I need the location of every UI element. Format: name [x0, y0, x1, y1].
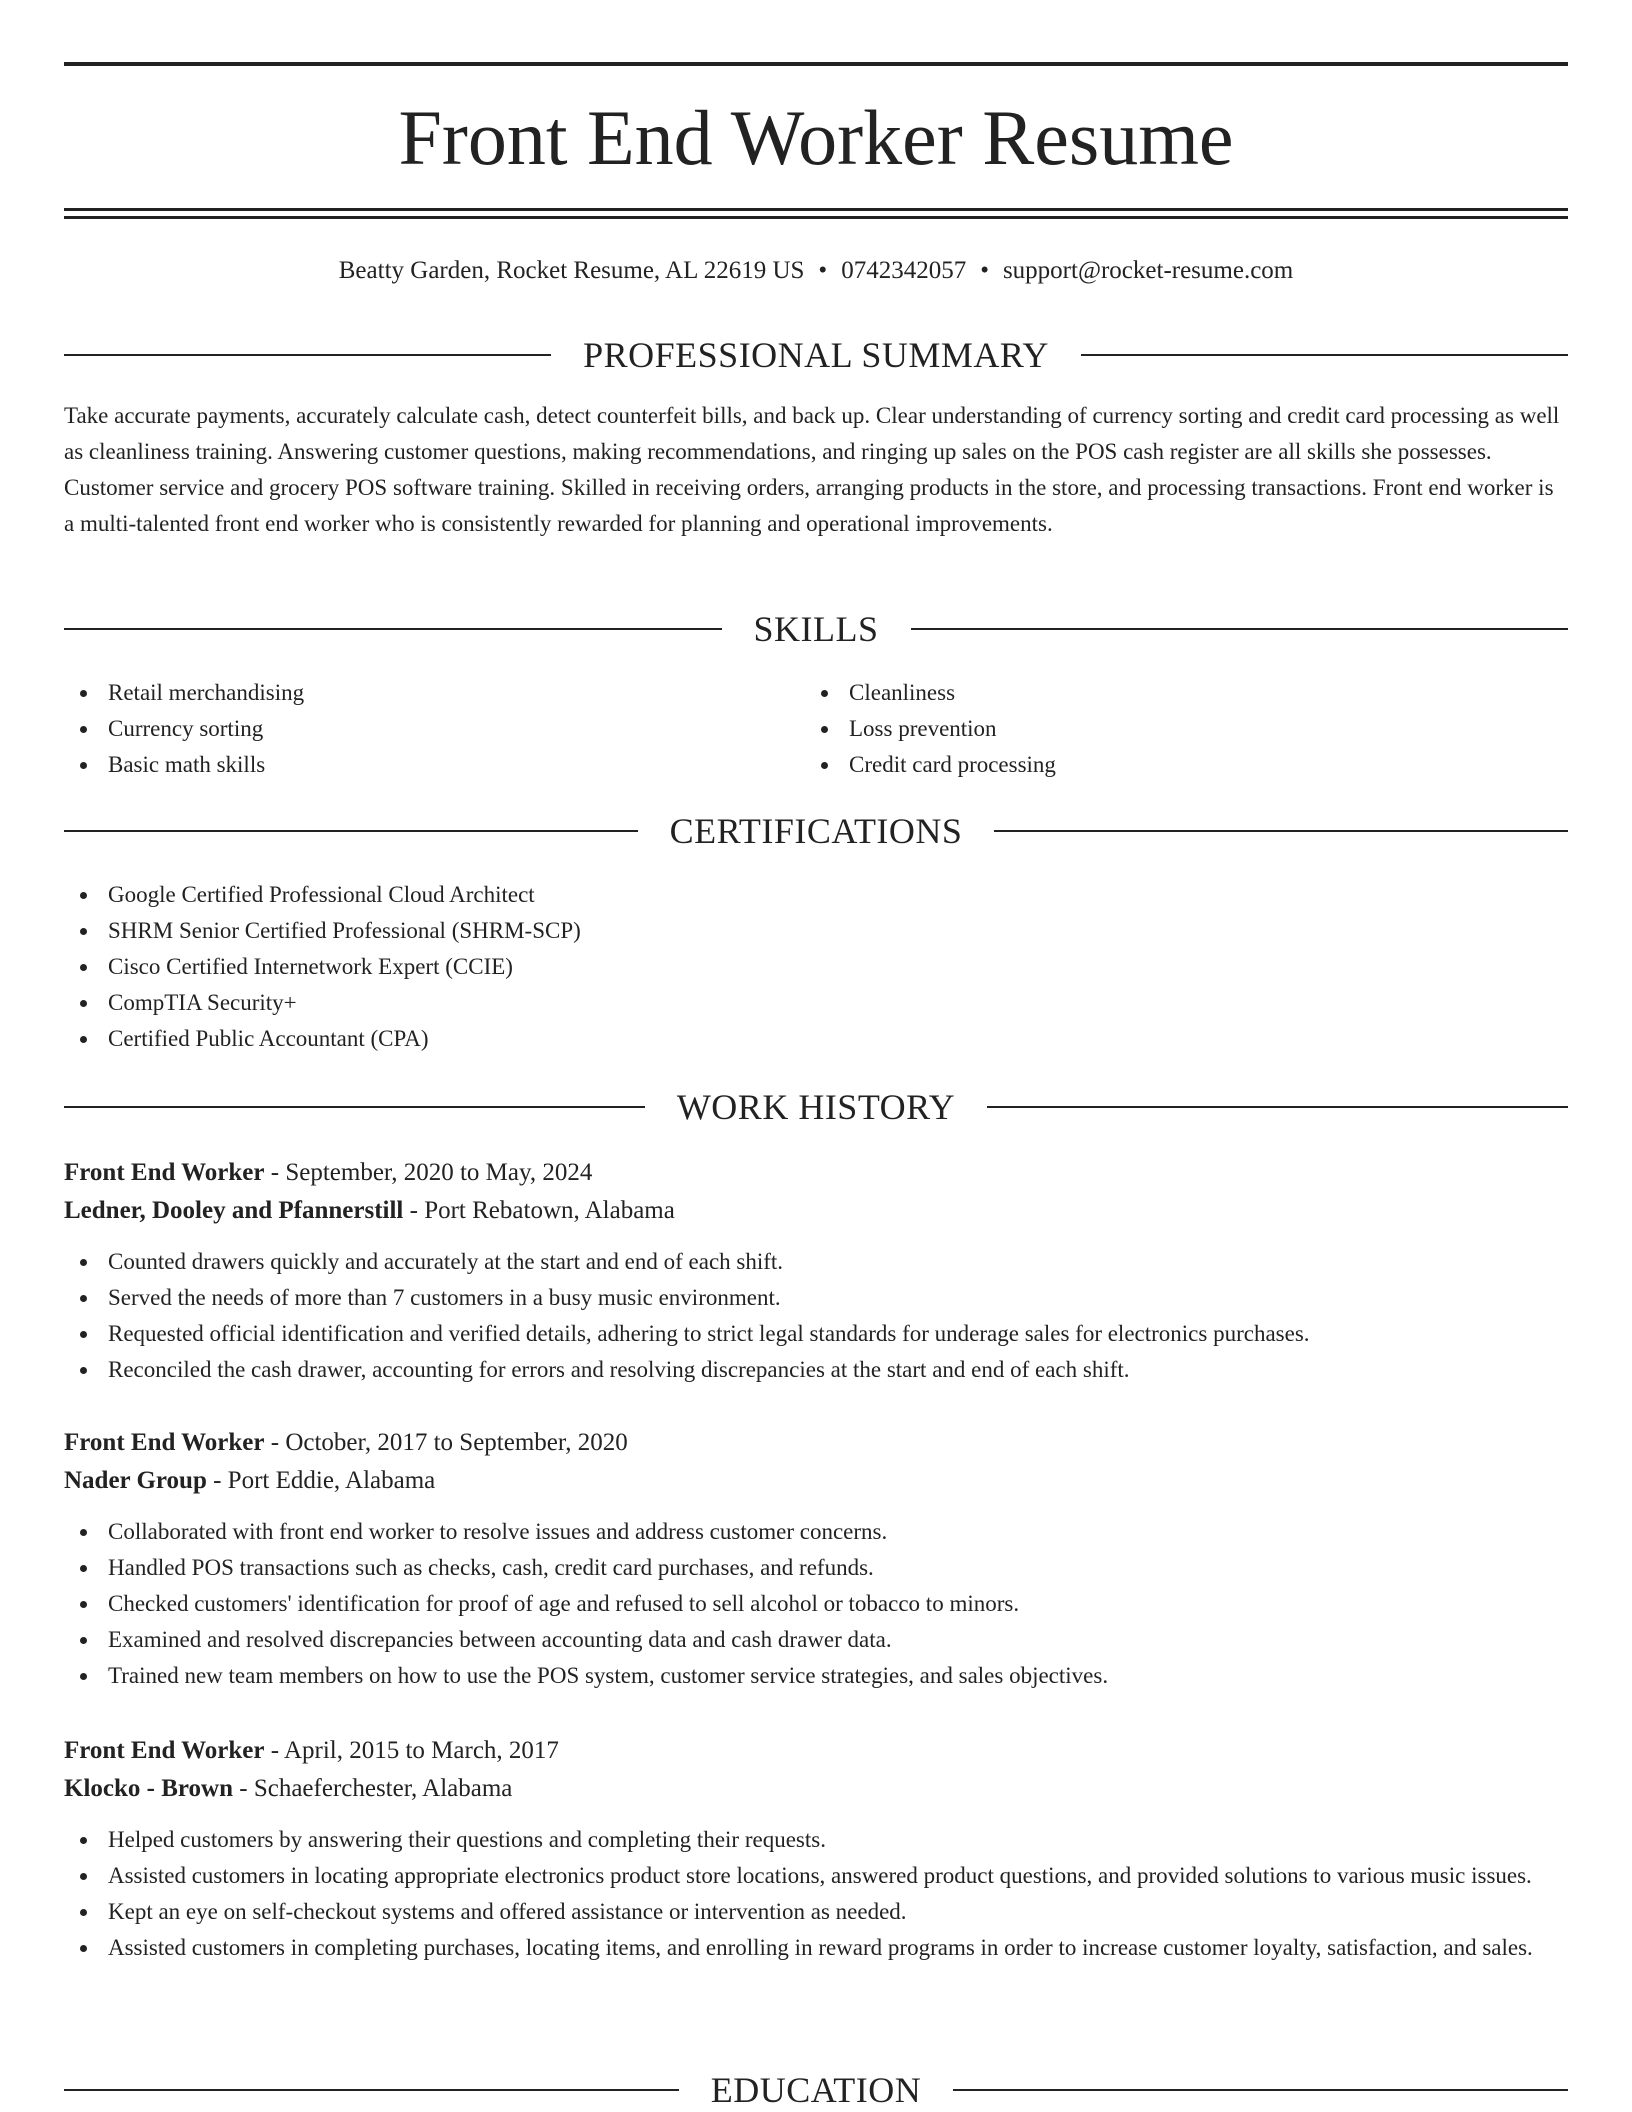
section-header-certifications: [64, 809, 1568, 853]
section-title: PROFESSIONAL SUMMARY: [583, 335, 1049, 375]
certification-item: Certified Public Accountant (CPA): [64, 1021, 1568, 1057]
section-rule: [64, 1106, 645, 1108]
job-company: Klocko - Brown: [64, 1775, 233, 1802]
certification-item: SHRM Senior Certified Professional (SHRM-SCP): [64, 913, 1568, 949]
job-title-line: [64, 1424, 1568, 1462]
job-dates: - October, 2017 to September, 2020: [270, 1429, 628, 1456]
job-duty: Helped customers by answering their questions and completing their requests.: [64, 1822, 1568, 1858]
job-duty: Handled POS transactions such as checks, cash, credit card purchases, and refunds.: [64, 1550, 1568, 1586]
skill-item: Basic math skills: [64, 747, 804, 783]
job-duty: Requested official identification and verified details, adhering to strict legal standards for underage sales for electronics purchases.: [64, 1316, 1568, 1352]
job-entry: [64, 1424, 1568, 1694]
certification-item: CompTIA Security+: [64, 985, 1568, 1021]
contact-address: Beatty Garden, Rocket Resume, AL 22619 US: [338, 257, 805, 284]
job-dates: - April, 2015 to March, 2017: [270, 1737, 559, 1764]
certification-item: Cisco Certified Internetwork Expert (CCIE): [64, 949, 1568, 985]
job-duty: Collaborated with front end worker to resolve issues and address customer concerns.: [64, 1514, 1568, 1550]
section-rule: [911, 628, 1569, 630]
contact-separator: •: [818, 257, 828, 284]
section-rule: [64, 628, 722, 630]
certifications-block: [64, 877, 1568, 1057]
job-company-line: [64, 1192, 1568, 1230]
section-rule: [994, 830, 1568, 832]
title-rule-lower: [64, 216, 1568, 219]
job-duty: Trained new team members on how to use the POS system, customer service strategies, and sales objectives.: [64, 1658, 1568, 1694]
job-dates: - September, 2020 to May, 2024: [270, 1159, 593, 1186]
job-location: - Port Eddie, Alabama: [213, 1467, 436, 1494]
job-duty: Examined and resolved discrepancies between accounting data and cash drawer data.: [64, 1622, 1568, 1658]
certification-item: Google Certified Professional Cloud Architect: [64, 877, 1568, 913]
skills-column-left: [64, 675, 804, 783]
job-title-line: [64, 1732, 1568, 1770]
job-company: Ledner, Dooley and Pfannerstill: [64, 1197, 404, 1224]
job-duty: Kept an eye on self-checkout systems and offered assistance or intervention as needed.: [64, 1894, 1568, 1930]
contact-phone: 0742342057: [841, 257, 967, 284]
skills-column-right: [805, 675, 1545, 783]
job-duty: Assisted customers in completing purchases, locating items, and enrolling in reward programs in order to increase customer loyalty, satisfaction, and sales.: [64, 1930, 1568, 1966]
section-header-education: [64, 2068, 1568, 2112]
summary-text: Take accurate payments, accurately calculate cash, detect counterfeit bills, and back up. Clear understanding of currency sorting and credit card processing as well as cleanliness training. Answering customer questions, making recommendations, and ringing up sales on the POS cash register are all skills she possesses. Customer service and grocery POS software training. Skilled in receiving orders, arranging products in the store, and processing transactions. Front end worker is a multi-talented front end worker who is consistently rewarded for planning and operational improvements.: [64, 403, 1560, 536]
job-duty: Served the needs of more than 7 customers in a busy music environment.: [64, 1280, 1568, 1316]
job-company-line: [64, 1462, 1568, 1500]
skill-item: Retail merchandising: [64, 675, 804, 711]
section-title: SKILLS: [753, 609, 879, 649]
job-duties-list: [64, 1514, 1568, 1694]
section-rule: [64, 830, 638, 832]
page-title: Front End Worker Resume: [398, 94, 1234, 181]
job-duties-list: [64, 1244, 1568, 1388]
skill-item: Credit card processing: [805, 747, 1545, 783]
skill-item: Loss prevention: [805, 711, 1545, 747]
top-rule: [64, 62, 1568, 66]
job-location: - Port Rebatown, Alabama: [409, 1197, 675, 1224]
contact-email: support@rocket-resume.com: [1002, 257, 1294, 284]
job-title: Front End Worker: [64, 1737, 265, 1764]
title-rule-upper: [64, 208, 1568, 211]
section-rule: [953, 2089, 1568, 2091]
job-location: - Schaeferchester, Alabama: [239, 1775, 513, 1802]
section-title: WORK HISTORY: [676, 1087, 956, 1127]
contact-separator: •: [980, 257, 989, 284]
section-rule: [64, 2089, 679, 2091]
section-title: CERTIFICATIONS: [669, 811, 963, 851]
job-title-line: [64, 1154, 1568, 1192]
job-title: Front End Worker: [64, 1429, 265, 1456]
job-entry: [64, 1154, 1568, 1388]
contact-line: [64, 254, 1568, 288]
job-entry: [64, 1732, 1568, 1966]
section-header-skills: [64, 607, 1568, 651]
section-rule: [987, 1106, 1568, 1108]
certifications-list: [64, 877, 1568, 1057]
job-duty: Checked customers' identification for proof of age and refused to sell alcohol or tobacco to minors.: [64, 1586, 1568, 1622]
job-company: Nader Group: [64, 1467, 207, 1494]
skill-item: Currency sorting: [64, 711, 804, 747]
job-duty: Assisted customers in locating appropriate electronics product store locations, answered product questions, and provided solutions to various music issues.: [64, 1858, 1568, 1894]
skill-item: Cleanliness: [805, 675, 1545, 711]
section-rule: [64, 354, 551, 356]
skills-list: [805, 675, 1545, 783]
job-title: Front End Worker: [64, 1159, 265, 1186]
job-company-line: [64, 1770, 1568, 1808]
section-title: EDUCATION: [710, 2070, 922, 2110]
section-rule: [1081, 354, 1568, 356]
section-header-work-history: [64, 1085, 1568, 1129]
section-header-summary: [64, 333, 1568, 377]
job-duty: Counted drawers quickly and accurately at the start and end of each shift.: [64, 1244, 1568, 1280]
job-duties-list: [64, 1822, 1568, 1966]
skills-list: [64, 675, 804, 783]
job-duty: Reconciled the cash drawer, accounting for errors and resolving discrepancies at the start and end of each shift.: [64, 1352, 1568, 1388]
